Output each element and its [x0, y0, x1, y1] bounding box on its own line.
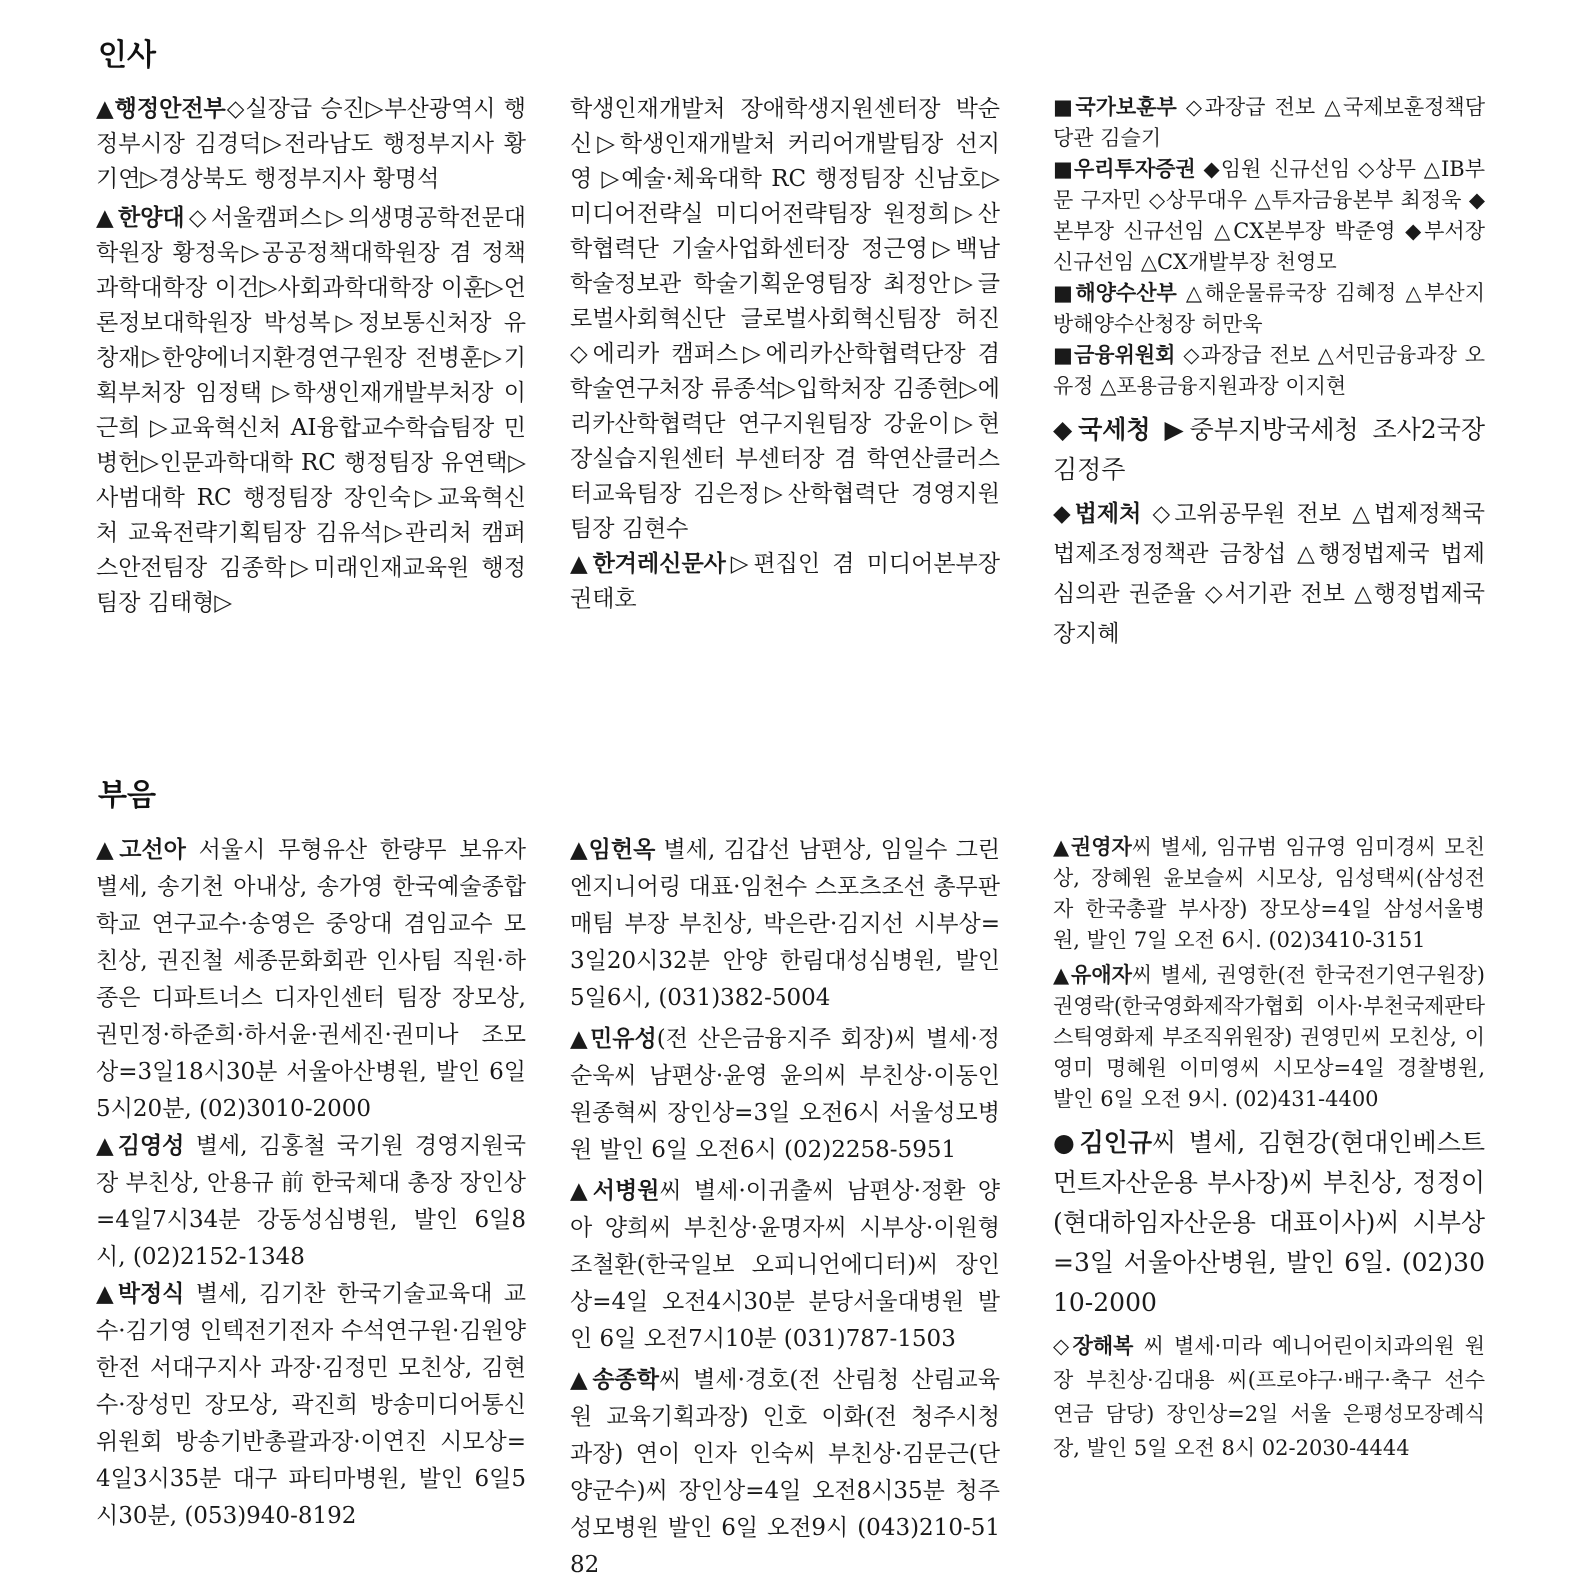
entry-body: △해운물류국장 김혜정 △부산지방해양수산청장 허만욱 [1053, 281, 1485, 336]
obituary-column-1 [96, 832, 526, 1535]
entry-body: 씨 별세, 김현강(현대인베스트먼트자산운용 부사장)씨 부친상, 정정이(현대하임자산운용 대표이사)씨 시부상=3일 서울아산병원, 발인 6일. (02)3010-2000 [1053, 1128, 1485, 1317]
section-title-obituary: 부음 [98, 778, 156, 813]
section-title-personnel: 인사 [98, 38, 156, 73]
entry-body: ▷편집인 겸 미디어본부장 권태호 [570, 551, 1000, 612]
entry-body: 별세, 김홍철 국기원 경영지원국장 부친상, 안용규 前 한국체대 총장 장인상=4일7시34분 강동성심병원, 발인 6일8시, (02)2152-1348 [96, 1133, 527, 1270]
obituary-entry [96, 1276, 526, 1535]
obituary-entry [1053, 960, 1485, 1115]
entry-heading: ▲김영성 [96, 1133, 185, 1159]
obituary-entry [570, 1362, 1000, 1584]
entry-heading: ■우리투자증권 [1053, 157, 1196, 181]
entry-body: 별세, 김기찬 한국기술교육대 교수·김기영 인텍전기전자 수석연구원·김원양 한전 서대구지사 과장·김정민 모친상, 김현수·장성민 장모상, 곽진희 방송미디어통신위원회 방송기반총괄과장·이연진 시모상=4일3시35분 대구 파티마병원, 발인 6일5시30분, (053)940-8192 [96, 1281, 527, 1529]
entry-heading: ▲행정안전부 [96, 96, 226, 122]
entry-heading: ▲한겨레신문사 [570, 551, 726, 577]
entry-heading: ▲임헌옥 [570, 837, 656, 863]
personnel-entry [570, 92, 1000, 547]
entry-heading: ◆국세청 [1053, 415, 1151, 444]
personnel-normal-group [1053, 494, 1485, 654]
entry-body: 서울시 무형유산 한량무 보유자 별세, 송기천 아내상, 송가영 한국예술종합학교 연구교수·송영은 중앙대 겸임교수 모친상, 권진철 세종문화회관 인사팀 직원·하종은 디파트너스 디자인센터 팀장 장모상, 권민정·하준희·하서윤·권세진·권미나 조모상=3일18시30분 서울아산병원, 발인 6일5시20분, (02)3010-2000 [96, 837, 526, 1122]
entry-body: ◆임원 신규선임 ◇상무 △IB부문 구자민 ◇상무대우 △투자금융본부 최정욱 ◆본부장 신규선임 △CX본부장 박준영 ◆부서장 신규선임 △CX개발부장 천영모 [1053, 157, 1486, 274]
personnel-entry [570, 547, 1000, 617]
entry-heading: ▲유애자 [1053, 963, 1132, 987]
entry-heading: ■해양수산부 [1053, 281, 1177, 305]
entry-heading: ▲민유성 [570, 1026, 657, 1052]
personnel-entry [96, 92, 526, 197]
personnel-column-2 [570, 92, 1000, 617]
personnel-entry [1053, 494, 1485, 654]
entry-heading: ■금융위원회 [1053, 343, 1176, 367]
obituary-entry [1053, 1329, 1485, 1465]
entry-heading: ▲권영자 [1053, 835, 1132, 859]
entry-heading: ▲박정식 [96, 1281, 185, 1307]
entry-body: 씨 별세, 권영한(전 한국전기연구원장) 권영락(한국영화제작가협회 이사·부천국제판타스틱영화제 부조직위원장) 권영민씨 모친상, 이영미 명혜원 이미영씨 시모상=4일 경찰병원, 발인 6일 오전 9시. (02)431-4400 [1053, 963, 1485, 1111]
personnel-section [0, 0, 1586, 700]
entry-body: 씨 별세, 임규범 임규영 임미경씨 모친상, 장혜원 윤보슬씨 시모상, 임성택씨(삼성전자 한국총괄 부사장) 장모상=4일 삼성서울병원, 발인 7일 오전 6시. (02)3410-3151 [1053, 835, 1485, 952]
entry-heading: ◆법제처 [1053, 501, 1142, 527]
personnel-entry [1053, 154, 1485, 278]
obituary-entry [1053, 832, 1485, 956]
obituary-section [0, 740, 1586, 1590]
personnel-entry [1053, 410, 1485, 490]
entry-body: ◇고위공무원 전보 △법제정책국 법제조정정책관 금창섭 △행정법제국 법제심의관 권준율 ◇서기관 전보 △행정법제국 장지혜 [1053, 501, 1485, 647]
obituary-large-group [1053, 1123, 1485, 1323]
entry-heading: ▲서병원 [570, 1178, 660, 1204]
obituary-small-group [1053, 832, 1485, 1115]
entry-body: ◇서울캠퍼스▷의생명공학전문대학원장 황정욱▷공공정책대학원장 겸 정책과학대학장 이건▷사회과학대학장 이훈▷언론정보대학원장 박성복▷정보통신처장 유창재▷한양에너지환경연구원장 전병훈▷기획부처장 임정택 ▷학생인재개발부처장 이근희 ▷교육혁신처 AI융합교수학습팀장 민병헌▷인문과학대학 RC 행정팀장 유연택▷사범대학 RC 행정팀장 장인숙▷교육혁신처 교육전략기획팀장 김유석▷관리처 캠퍼스안전팀장 김종학▷미래인재교육원 행정팀장 김태형▷ [96, 205, 527, 616]
entry-body: ◇실장급 승진▷부산광역시 행정부시장 김경덕▷전라남도 행정부지사 황기연▷경상북도 행정부지사 황명석 [96, 96, 527, 192]
entry-heading: ▲한양대 [96, 205, 185, 231]
obituary-entry [570, 1021, 1000, 1169]
entry-body: 학생인재개발처 장애학생지원센터장 박순신▷학생인재개발처 커리어개발팀장 선지영 ▷예술·체육대학 RC 행정팀장 신남호▷미디어전략실 미디어전략팀장 원정희▷산학협력단 기술사업화센터장 정근영▷백남학술정보관 학술기획운영팀장 최정안▷글로벌사회혁신단 글로벌사회혁신팀장 허진◇에리카 캠퍼스▷에리카산학협력단장 겸 학술연구처장 류종석▷입학처장 김종현▷에리카산학협력단 연구지원팀장 강윤이▷현장실습지원센터 부센터장 겸 학연산클러스터교육팀장 김은정▷산학협력단 경영지원팀장 김현수 [570, 96, 1000, 542]
personnel-small-group [1053, 92, 1485, 402]
entry-heading: ◇장해복 [1053, 1334, 1134, 1358]
obituary-entry [1053, 1123, 1485, 1323]
entry-heading: ●김인규 [1053, 1128, 1153, 1157]
entry-body: 씨 별세·경호(전 산림청 산림교육원 교육기획과장) 인호 이화(전 청주시청 과장) 연이 인자 인숙씨 부친상·김문근(단양군수)씨 장인상=4일 오전8시35분 청주성모병원 발인 6일 오전9시 (043)210-5182 [570, 1367, 1000, 1578]
obituary-entry [570, 832, 1000, 1017]
entry-body: 별세, 김갑선 남편상, 임일수 그린엔지니어링 대표·임천수 스포츠조선 총무판매팀 부장 부친상, 박은란·김지선 시부상=3일20시32분 안양 한림대성심병원, 발인 5일6시, (031)382-5004 [570, 837, 1001, 1011]
entry-heading: ▲송종학 [570, 1367, 659, 1393]
obituary-column-3 [1053, 832, 1485, 1465]
obituary-entry [570, 1173, 1000, 1358]
obituary-entry [96, 832, 526, 1128]
entry-body: ▶중부지방국세청 조사2국장 김정주 [1053, 415, 1485, 484]
entry-body: ◇과장급 전보 △서민금융과장 오유정 △포용금융지원과장 이지현 [1053, 343, 1485, 398]
personnel-entry [1053, 278, 1485, 340]
entry-body: 씨 별세·이귀출씨 남편상·정환 양아 양희씨 부친상·윤명자씨 시부상·이원형 조철환(한국일보 오피니언에디터)씨 장인상=4일 오전4시30분 분당서울대병원 발인 6일 오전7시10분 (031)787-1503 [570, 1178, 1001, 1352]
obituary-normal-group [1053, 1329, 1485, 1465]
obituary-entry [96, 1128, 526, 1276]
personnel-column-3 [1053, 92, 1485, 654]
personnel-entry [1053, 92, 1485, 154]
entry-heading: ■국가보훈부 [1053, 95, 1177, 119]
entry-body: 씨 별세·미라 예니어린이치과의원 원장 부친상·김대용 씨(프로야구·배구·축구 선수연금 담당) 장인상=2일 서울 은평성모장례식장, 발인 5일 오전 8시 02-2030-4444 [1053, 1334, 1485, 1460]
obituary-column-2 [570, 832, 1000, 1584]
personnel-column-1 [96, 92, 526, 621]
entry-heading: ▲고선아 [96, 837, 186, 863]
personnel-entry [96, 201, 526, 621]
entry-body: ◇과장급 전보 △국제보훈정책담당관 김슬기 [1053, 95, 1485, 150]
personnel-entry [1053, 340, 1485, 402]
entry-body: (전 산은금융지주 회장)씨 별세·정순욱씨 남편상·윤영 윤의씨 부친상·이동인 원종혁씨 장인상=3일 오전6시 서울성모병원 발인 6일 오전6시 (02)2258-5951 [570, 1026, 1000, 1163]
personnel-large-group [1053, 410, 1485, 490]
